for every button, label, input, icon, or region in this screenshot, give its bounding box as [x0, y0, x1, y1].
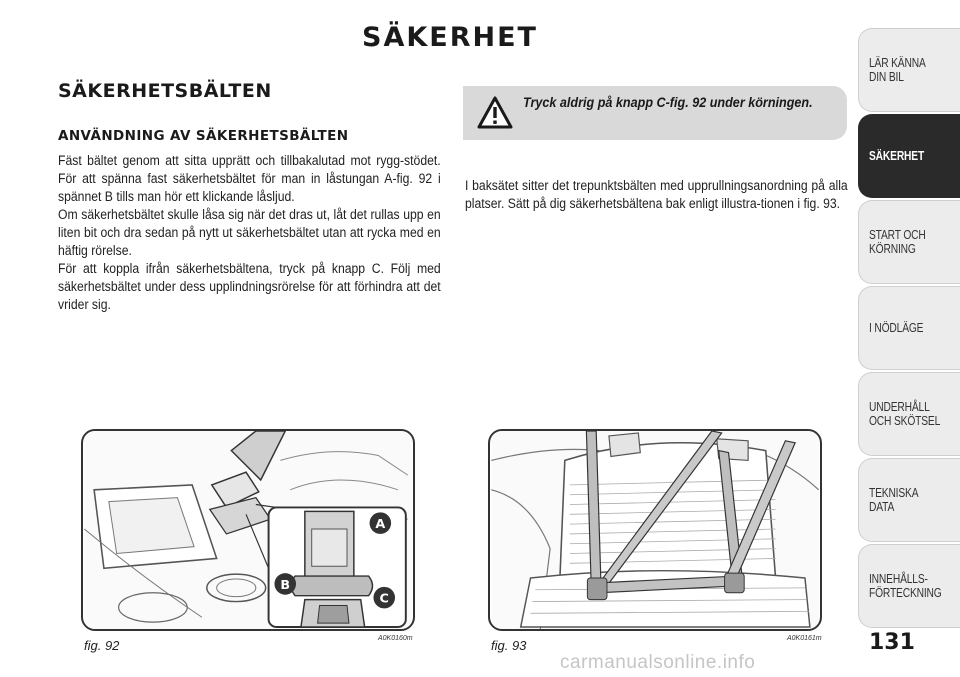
subsection-title: ANVÄNDNING AV SÄKERHETSBÄLTEN: [58, 128, 349, 144]
figure-93-illustration: [488, 429, 822, 631]
page-number: 131: [869, 630, 915, 655]
label-c: C: [379, 591, 389, 607]
page-title: SÄKERHET: [362, 22, 538, 53]
warning-text: Tryck aldrig på knapp C-fig. 92 under körningen.: [523, 94, 813, 110]
tab-label: UNDERHÅLL OCH SKÖTSEL: [869, 400, 941, 428]
paragraph: Fäst bältet genom att sitta upprätt och tillbakalutad mot rygg-stödet. För att spänna fast säkerhetsbältet för man in låstungan A-fig. 92 i spännet B tills man hör ett klickande låsljud.: [58, 153, 441, 205]
warning-box: [463, 86, 847, 140]
tab-i-nodlage[interactable]: [858, 286, 960, 370]
right-body-text: [465, 177, 848, 213]
figure-92-illustration: [81, 429, 415, 631]
watermark-text: carmanualsonline.info: [560, 652, 756, 673]
warning-triangle-icon: [477, 96, 513, 130]
figure-92-caption: fig. 92: [84, 638, 120, 653]
tab-label: LÄR KÄNNA DIN BIL: [869, 56, 926, 84]
paragraph: Om säkerhetsbältet skulle låsa sig när det dras ut, låt det rullas upp en liten bit och dra sedan på nytt ut säkerhetsbältet utan att rycka med en häftig rörelse.: [58, 207, 441, 259]
paragraph: För att koppla ifrån säkerhetsbältena, tryck på knapp C. Följ med säkerhetsbältet under dess upplindningsrörelse för att förhindra att det vrider sig.: [58, 261, 441, 313]
rear-seat-belts-drawing: [490, 431, 820, 629]
seat-belt-buckle-drawing: [83, 431, 413, 629]
tab-label: START OCH KÖRNING: [869, 228, 926, 256]
tab-start-och-korning[interactable]: [858, 200, 960, 284]
label-a: A: [375, 517, 386, 533]
left-body-text: [58, 152, 441, 314]
tab-label: I NÖDLÄGE: [869, 321, 924, 335]
tab-lar-kanna-din-bil[interactable]: [858, 28, 960, 112]
figure-93-code: A0K0161m: [787, 635, 822, 642]
section-title: SÄKERHETSBÄLTEN: [58, 80, 272, 102]
tab-label: SÄKERHET: [869, 149, 925, 163]
tab-tekniska-data[interactable]: [858, 458, 960, 542]
tab-label: INNEHÅLLS- FÖRTECKNING: [869, 572, 942, 600]
figure-93-caption: fig. 93: [491, 638, 527, 653]
tab-innehallsforteckning[interactable]: [858, 544, 960, 628]
tab-underhall-och-skotsel[interactable]: [858, 372, 960, 456]
paragraph: I baksätet sitter det trepunktsbälten med upprullningsanordning på alla platser. Sätt på dig säkerhetsbältena bak enligt illustra-tionen i fig. 93.: [465, 178, 848, 212]
figure-92-code: A0K0160m: [378, 635, 413, 642]
tab-label: TEKNISKA DATA: [869, 486, 918, 514]
label-b: B: [280, 577, 291, 593]
tab-sakerhet[interactable]: [858, 114, 960, 198]
